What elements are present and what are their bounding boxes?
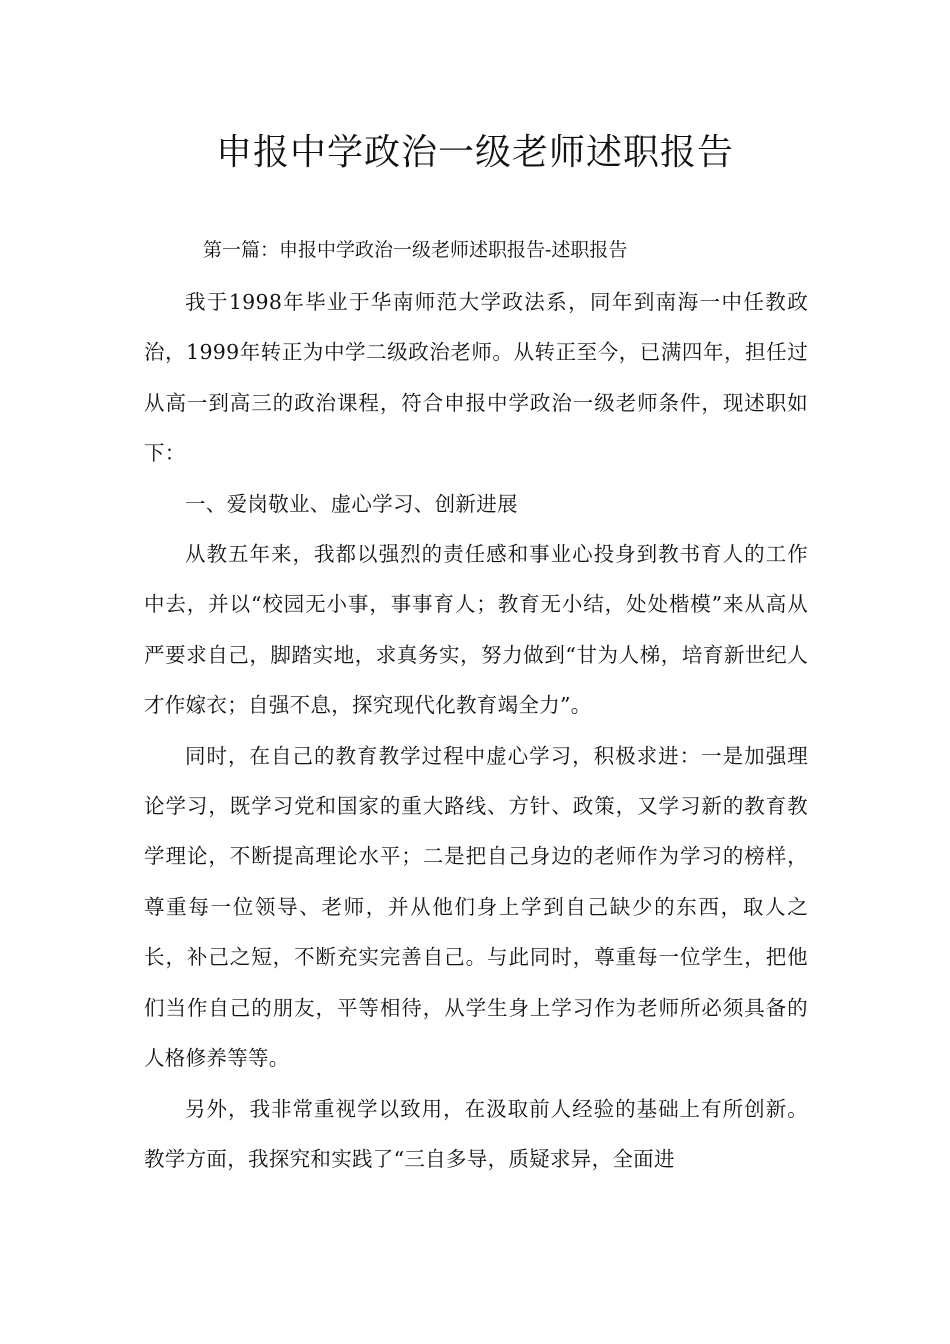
paragraph-dedication: 从教五年来，我都以强烈的责任感和事业心投身到教书育人的工作中去，并以“校园无小事，事事育人；教育无小结，处处楷模”来从高从严要求自己，脚踏实地，求真务实，努力做到“甘为人梯，培育新世纪人才作嫁衣；自强不息，探究现代化教育竭全力”。: [144, 542, 808, 718]
paragraph-intro: 我于1998年毕业于华南师范大学政法系，同年到南海一中任教政治，1999年转正为中学二级政治老师。从转正至今，已满四年，担任过从高一到高三的政治课程，符合申报中学政治一级老师条件，现述职如下：: [144, 290, 808, 466]
paragraph-learning: 同时，在自己的教育教学过程中虚心学习，积极求进：一是加强理论学习，既学习党和国家的重大路线、方针、政策，又学习新的教育教学理论，不断提高理论水平；二是把自己身边的老师作为学习的榜样，尊重每一位领导、老师，并从他们身上学到自己缺少的东西，取人之长，补己之短，不断充实完善自己。与此同时，尊重每一位学生，把他们当作自己的朋友，平等相待，从学生身上学习作为老师所必须具备的人格修养等等。: [144, 743, 808, 1071]
document-body: [144, 277, 808, 1184]
document-title: 申报中学政治一级老师述职报告: [215, 132, 734, 173]
section-heading: 一、爱岗敬业、虚心学习、创新进展: [185, 491, 518, 516]
paragraph-innovation: 另外，我非常重视学以致用，在汲取前人经验的基础上有所创新。教学方面，我探究和实践了“三自多导，质疑求异，全面进: [144, 1096, 808, 1171]
document-subtitle: 第一篇：申报中学政治一级老师述职报告-述职报告: [203, 239, 628, 261]
